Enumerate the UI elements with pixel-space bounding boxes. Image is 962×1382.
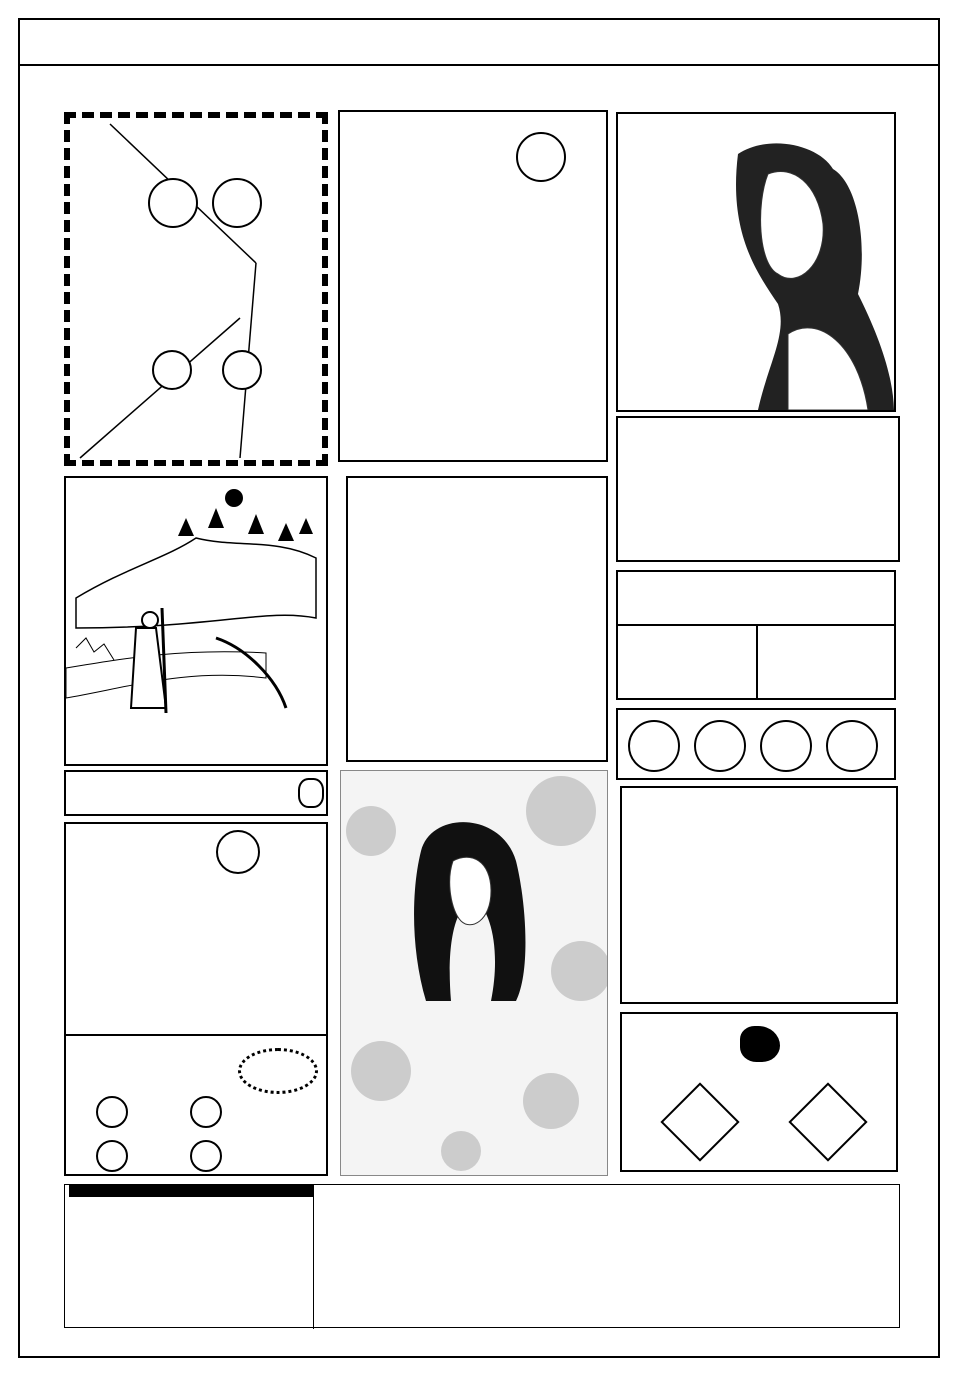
predict-stamp <box>238 1048 318 1094</box>
four-num-1 <box>628 720 680 772</box>
four-num-2 <box>694 720 746 772</box>
tips-diamond-1 <box>660 1082 739 1161</box>
center-photo-box <box>340 770 608 1176</box>
special-send-num-1 <box>152 350 192 390</box>
lower-special-box <box>64 822 328 1036</box>
lower-special-num <box>216 830 260 874</box>
special-code-num <box>516 132 566 182</box>
predict-box <box>64 1036 328 1176</box>
blank-box <box>616 416 900 562</box>
four-num-4 <box>826 720 878 772</box>
results-table-footer <box>75 1309 225 1329</box>
tips-diamond-2 <box>788 1082 867 1161</box>
four-num-3 <box>760 720 812 772</box>
predict-num-3 <box>96 1140 128 1172</box>
results-grid-divider <box>313 1185 314 1329</box>
tips-splash-icon <box>740 1026 780 1062</box>
header-divider <box>18 64 940 66</box>
portrait-box <box>616 112 896 412</box>
poem-box-diagonal <box>70 118 322 460</box>
special-send-num-2 <box>222 350 262 390</box>
poem-num-1 <box>148 178 198 228</box>
this-special-divider-v <box>756 624 758 698</box>
hk-result-box <box>64 770 328 816</box>
poem-num-2 <box>212 178 262 228</box>
this-special-box <box>616 570 896 700</box>
predict-num-4 <box>190 1140 222 1172</box>
landscape-image <box>66 478 326 734</box>
hk-special-num <box>298 778 324 808</box>
four-numbers-box <box>616 708 896 780</box>
results-table <box>64 1184 900 1328</box>
predict-num-2 <box>190 1096 222 1128</box>
center-photo <box>341 771 607 1175</box>
poem-action-box <box>620 786 898 1004</box>
landscape-box <box>64 476 328 766</box>
poem-box <box>64 112 328 466</box>
portrait-image <box>618 114 894 410</box>
results-table-title <box>69 1185 313 1197</box>
special-code-box <box>338 110 608 462</box>
search-box <box>346 476 608 762</box>
tips-box <box>620 1012 898 1172</box>
predict-num-1 <box>96 1096 128 1128</box>
